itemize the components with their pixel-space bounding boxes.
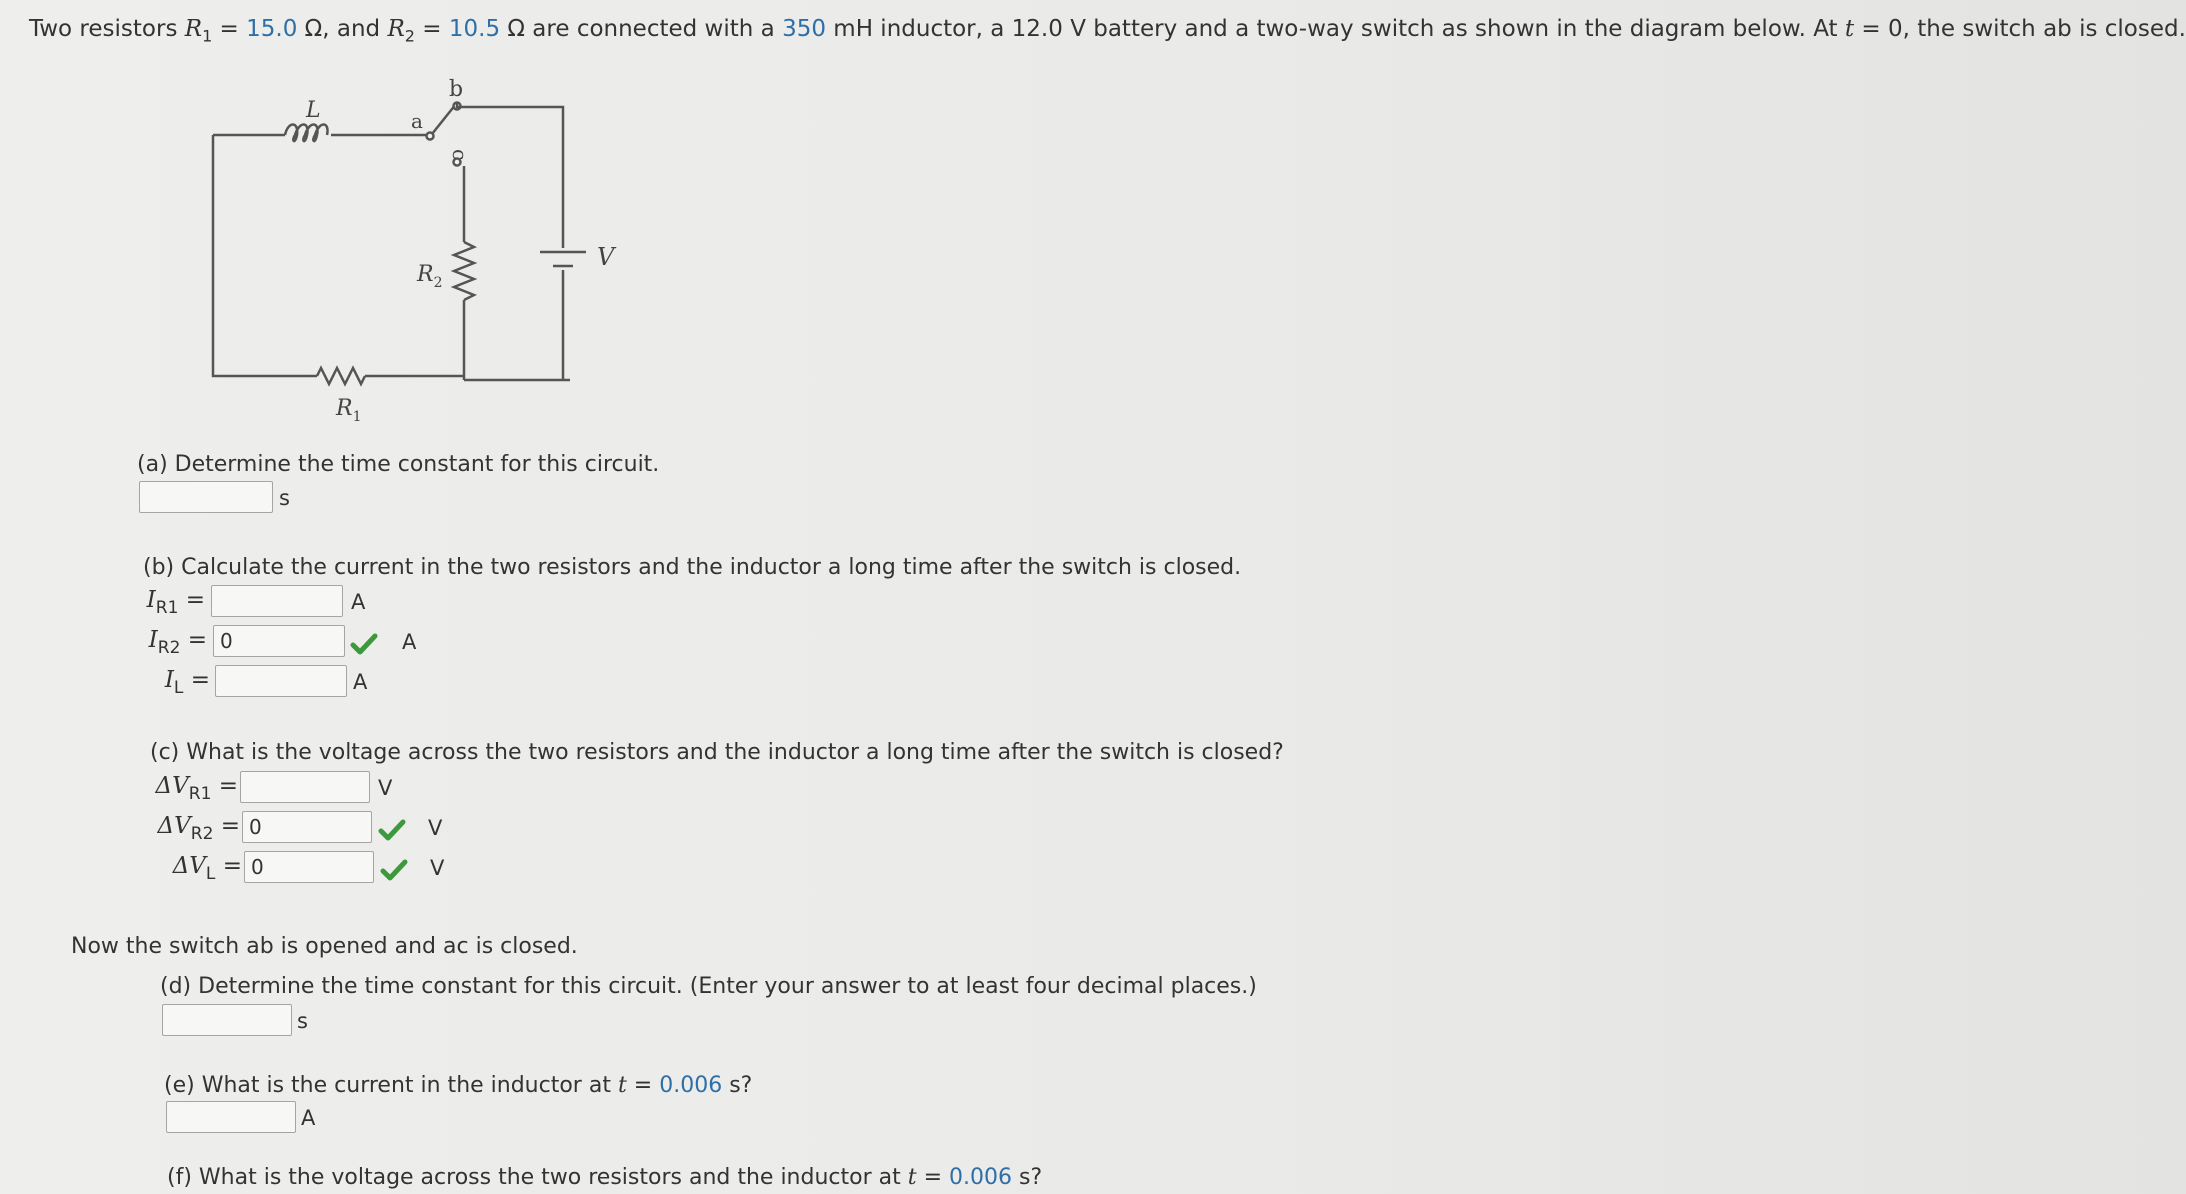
label-v: V [597,243,615,271]
transition-text: Now the switch ab is opened and ac is closed. [71,934,578,959]
dvl-unit: V [430,856,445,880]
dvr1-unit: V [378,776,393,800]
part-a-question: (a) Determine the time constant for this circuit. [137,452,660,477]
part-b-question: (b) Calculate the current in the two resistors and the inductor a long time after the switch is closed. [143,555,1242,580]
problem-statement: Two resistors $R_1 = 15.0$ Ω, and $R_2 = 10.5$ Ω are connected with a 350 mH inductor, a 12.0 V battery and a two-way switch as shown in the diagram below. At t = 0, the switch ab is closed. [29,16,2186,46]
part-a-unit: s [279,486,290,510]
label-dvr2: $\Delta V_{R2}$ = [157,813,240,844]
part-f-question: (f) What is the voltage across the two resistors and the inductor at t = 0.006 s? [167,1165,1043,1190]
label-r1: $R_1$ [336,396,362,425]
dvr1-input[interactable] [240,771,370,803]
label-ir2: $I_{R2}$ = [148,627,207,658]
ir1-input[interactable] [211,585,343,617]
label-c: c [448,149,472,161]
dvl-correct-check-icon [380,858,408,882]
part-c-question: (c) What is the voltage across the two resistors and the inductor a long time after the switch is closed? [150,740,1284,765]
circuit-diagram [200,70,640,430]
part-a-input[interactable] [139,481,273,513]
dvr2-correct-check-icon [378,818,406,842]
dvl-input[interactable] [244,851,374,883]
label-il: $I_L$ = [164,667,210,698]
part-e-input[interactable] [166,1101,296,1133]
dvr2-input[interactable] [242,811,372,843]
ir2-unit: A [402,630,417,654]
label-ir1: $I_{R1}$ = [146,587,205,618]
r2-value: 10.5 [448,16,501,42]
r1-value: 15.0 [246,16,298,42]
label-dvr1: $\Delta V_{R1}$ = [155,773,238,804]
il-input[interactable] [215,665,347,697]
label-b: b [449,77,464,102]
label-L: L [306,98,321,123]
inductance-value: 350 [782,16,826,42]
dvr2-unit: V [428,816,443,840]
il-unit: A [353,670,368,694]
label-dvl: $\Delta V_L$ = [172,853,242,884]
part-d-question: (d) Determine the time constant for this circuit. (Enter your answer to at least four decimal places.) [160,974,1257,999]
ir2-correct-check-icon [350,632,378,656]
label-a: a [411,109,423,133]
part-d-input[interactable] [162,1004,292,1036]
part-e-unit: A [301,1106,316,1130]
ir1-unit: A [351,590,366,614]
part-d-unit: s [297,1009,308,1033]
label-r2: $R_2$ [417,262,443,291]
part-e-question: (e) What is the current in the inductor at t = 0.006 s? [164,1073,753,1098]
ir2-input[interactable] [213,625,345,657]
